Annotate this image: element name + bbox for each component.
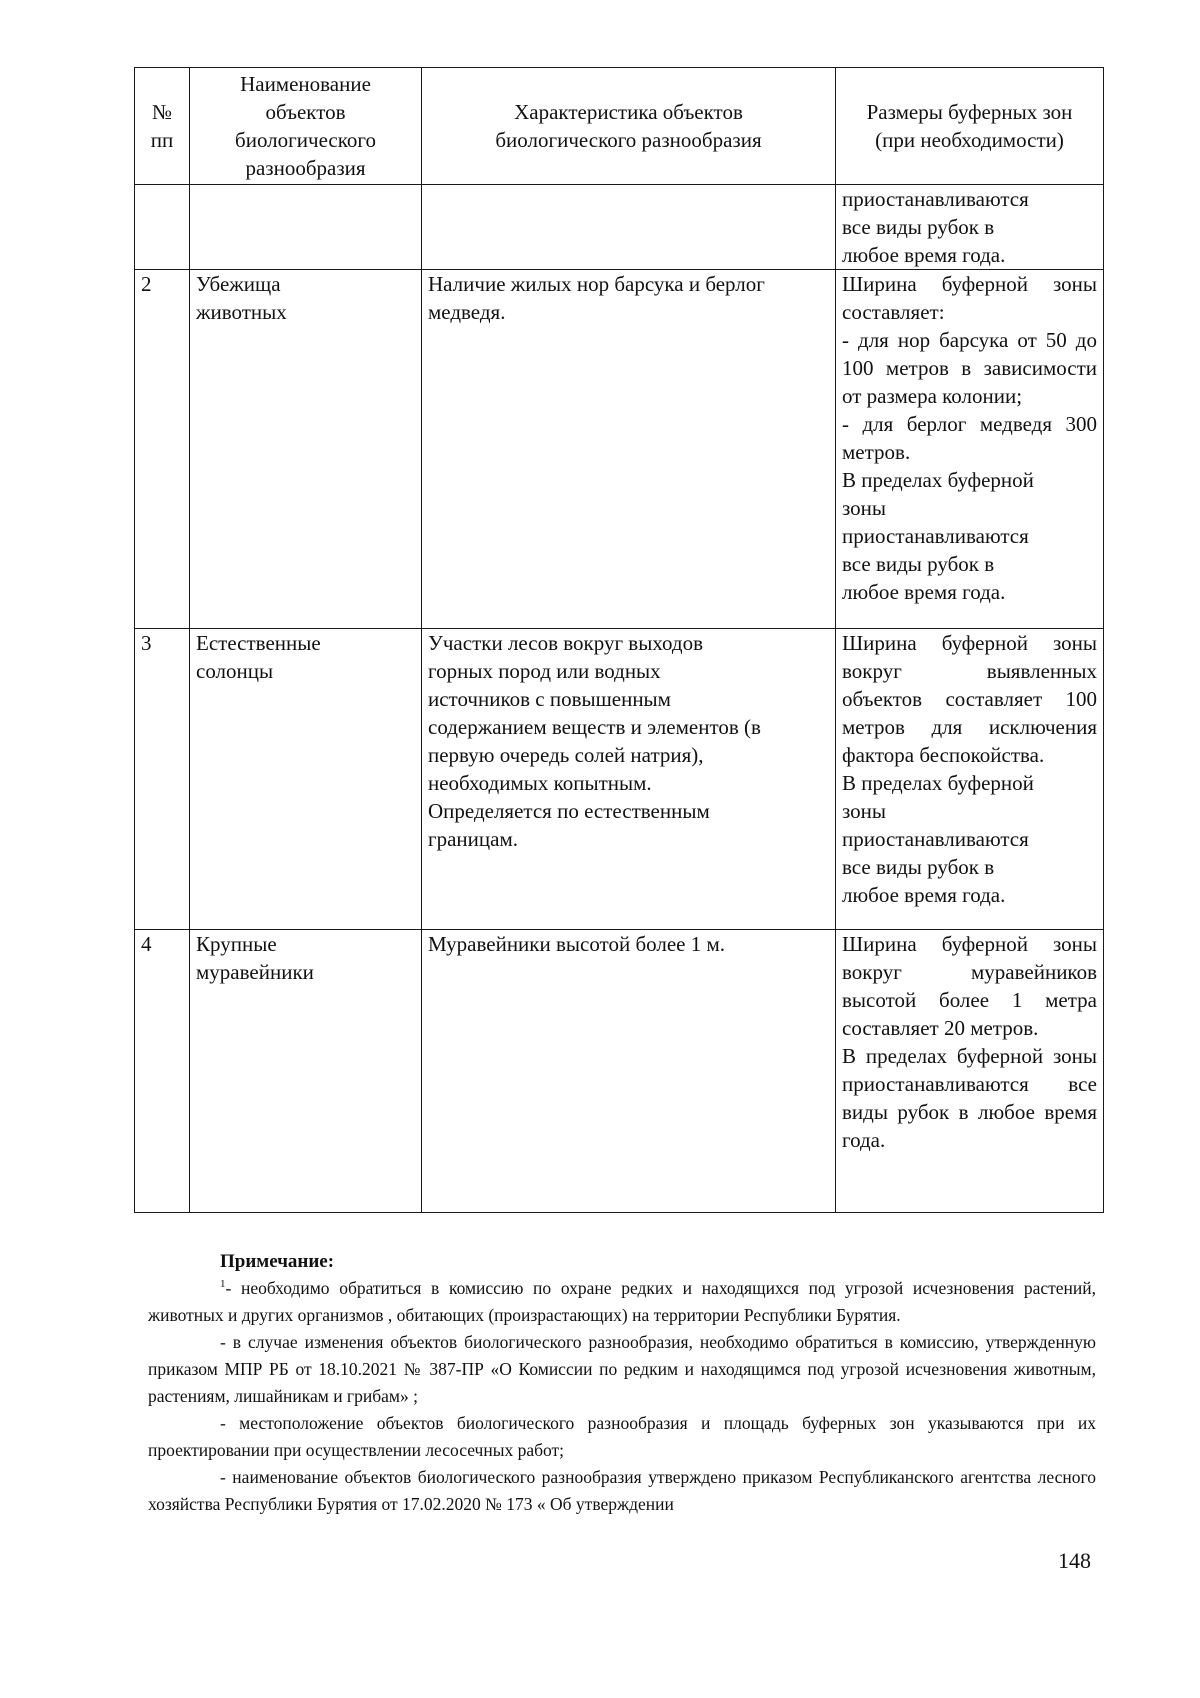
buffer-restriction-text: В пределах буферной зоны приостанавливаются все виды рубок в любое время года. [842, 468, 1034, 604]
note-paragraph [148, 1275, 1096, 1329]
note-paragraph: - в случае изменения объектов биологического разнообразия, необходимо обратиться в комиссию, утвержденную приказом МПР РБ от 18.10.2021 № 387-ПР «О Комиссии по редким и находящимся под угрозой исчезновения животным, растениям, лишайникам и грибам» ; [148, 1332, 1096, 1406]
note-title: Примечание: [220, 1251, 335, 1272]
note-paragraph-text: - необходимо обратиться в комиссию по охране редких и находящихся под угрозой исчезновения растений, животных и других организмов , обитающих (произрастающих) на территории Республики Бурятия. [148, 1278, 1096, 1325]
buffer-width-text: Ширина буферной зоны вокруг выявленных объектов составляет 100 метров для исключения фактора беспокойства. [842, 631, 1097, 767]
buffer-width-text: Ширина буферной зоны вокруг муравейников высотой более 1 метра составляет 20 метров. [842, 932, 1097, 1040]
header-characteristic: Характеристика объектов биологического разнообразия [422, 68, 836, 185]
cell-characteristic: Муравейники высотой более 1 м. [422, 930, 836, 1213]
cell-characteristic: Участки лесов вокруг выходов горных пород или водных источников с повышенным содержанием веществ и элементов (в первую очередь солей натрия), необходимых копытным. Определяется по естественным границам. [422, 629, 836, 930]
cell-empty [422, 185, 836, 270]
cell-empty [135, 185, 190, 270]
cell-buffer [836, 629, 1104, 930]
note-section [148, 1248, 1096, 1518]
header-num: № пп [135, 68, 190, 185]
cell-num: 2 [135, 270, 190, 629]
note-paragraph: - местоположение объектов биологического разнообразия и площадь буферных зон указываются при их проектировании при осуществлении лесосечных работ; [148, 1413, 1096, 1460]
cell-num: 4 [135, 930, 190, 1213]
table-header-row [135, 68, 1104, 185]
cell-empty [190, 185, 422, 270]
cell-buffer-continuation: приостанавливаются все виды рубок в любое время года. [836, 185, 1104, 270]
cell-num: 3 [135, 629, 190, 930]
table-row [135, 930, 1104, 1213]
cell-name: Убежища животных [190, 270, 422, 629]
cell-characteristic: Наличие жилых нор барсука и берлог медведя. [422, 270, 836, 629]
buffer-restriction-text: В пределах буферной зоны приостанавливаются все виды рубок в любое время года. [842, 771, 1034, 907]
cell-buffer [836, 270, 1104, 629]
note-paragraph: - наименование объектов биологического разнообразия утверждено приказом Республиканского агентства лесного хозяйства Республики Бурятия от 17.02.2020 № 173 « Об утверждении [148, 1467, 1096, 1514]
cell-buffer [836, 930, 1104, 1213]
cell-name: Естественные солонцы [190, 629, 422, 930]
footnote-mark: 1 [220, 1278, 226, 1291]
cell-name: Крупные муравейники [190, 930, 422, 1213]
table-row [135, 629, 1104, 930]
table-row-continuation [135, 185, 1104, 270]
buffer-restriction-text: В пределах буферной зоны приостанавливаются все виды рубок в любое время года. [842, 1044, 1097, 1152]
buffer-width-text: Ширина буферной зоны составляет: - для нор барсука от 50 до 100 метров в зависимости от размера колонии; - для берлог медведя 300 метров. [842, 272, 1097, 464]
header-buffer: Размеры буферных зон (при необходимости) [836, 68, 1104, 185]
biodiversity-table [134, 67, 1104, 1213]
table-row [135, 270, 1104, 629]
header-name: Наименование объектов биологического разнообразия [190, 68, 422, 185]
page-number: 148 [1058, 1548, 1091, 1573]
